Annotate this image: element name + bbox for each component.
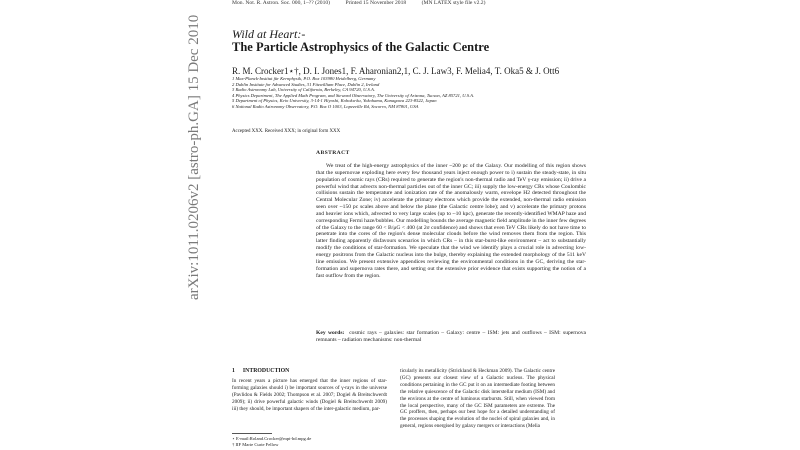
footnote-email: ⋆ E-mail:Roland.Crocker@mpi-hd.mpg.de xyxy=(232,436,312,441)
footnote-fellow: † IIF Marie Curie Fellow xyxy=(232,442,279,447)
footnote-rule xyxy=(232,433,272,434)
section-heading xyxy=(232,368,297,374)
abstract-text: We treat of the high-energy astrophysics of the inner ~200 pc of the Galaxy. Our modelling of this region shows that the supernovae exploding here every few thousand years inject enough power to i) sustain the steady-state, in situ population of cosmic rays (CRs) required to generate the region's non-thermal radio and TeV γ-ray emission; ii) drive a powerful wind that advects non-thermal particles out of the inner GC; iii) supply the low-energy CRs whose Coulombic collisions sustain the temperature and ionization rate of the anomalously warm, envelope H2 detected throughout the Central Molecular Zone; iv) accelerate the primary electrons which provide the extended, non-thermal radio emission seen over ~150 pc scales above and below the plane (the Galactic centre lobe); and v) accelerate the primary protons and heavier ions which, advected to very large scales (up to ~10 kpc), generate the recently-identified WMAP haze and corresponding Fermi haze/bubbles. Our modelling bounds the average magnetic field amplitude in the inner few degrees of the Galaxy to the range 60 < B/μG < 400 (at 2σ confidence) and shows that even TeV CRs likely do not have time to penetrate into the cores of the region's dense molecular clouds before the wind removes them from the region. This latter finding apparently disfavours scenarios in which CRs – in this star-burst-like environment – act to substantially modify the conditions of star-formation. We speculate that the wind we identify plays a crucial role in advecting low-energy positrons from the Galactic nucleus into the bulge, thereby explaining the extended morphology of the 511 keV line emission. We present extensive appendices reviewing the environmental conditions in the GC, deriving the star-formation and supernova rates there, and setting out the extensive prior evidence that exists supporting the notion of a fast outflow from the region. xyxy=(316,163,586,279)
title-line-1: Wild at Heart:- xyxy=(232,27,306,41)
printed-date: Printed 15 November 2018 xyxy=(345,0,407,6)
journal-header xyxy=(232,0,499,6)
keywords xyxy=(316,330,586,344)
style-file: (MN LATEX style file v2.2) xyxy=(421,0,486,6)
affiliations xyxy=(232,76,592,110)
affiliation: 2 Dublin Institute for Advanced Studies, 31 Fitzwilliam Place, Dublin 2, Ireland xyxy=(232,81,380,87)
affiliation: 5 Department of Physics, Keio University, 3-14-1 Hiyoshi, Kohoku-ku, Yokohama, Kanagawa 223-8522, Japan xyxy=(232,98,437,104)
received-line: Accepted XXX. Received XXX; in original form XXX xyxy=(232,129,341,134)
keywords-list: cosmic rays – galaxies: star formation – Galaxy: centre – ISM: jets and outflows – ISM: supernova remnants – radiation mechanisms: non-thermal xyxy=(316,330,587,343)
affiliation: 1 Max-Planck-Institut für Kernphysik, P.O. Box 103980 Heidelberg, Germany xyxy=(232,76,376,81)
abstract-heading: ABSTRACT xyxy=(316,150,350,156)
intro-column-2: ticularly its metallicity (Strickland & Heckman 2009). The Galactic centre (GC) presents our closest view of a Galactic nucleus. The physical conditions pertaining in the GC put it on an intermediate footing between the relative quiescence of the Galactic disk interstellar medium (ISM) and the environs at the centre of luminous starbursts. Still, when viewed from the local perspective, many of the GC ISM parameters are extreme. The GC proffers, then, perhaps our best hope for a detailed understanding of the processes shaping the evolution of the nuclei of spiral galaxies and, in general, regions energised by galaxy mergers or interactions (Melia xyxy=(400,368,555,430)
intro-column-1: In recent years a picture has emerged that the inner regions of star-forming galaxies should i) be important sources of γ-rays in the universe (Pavlidou & Fields 2002; Thompson et al. 2007; Dogiel & Breitschwerdt 2009); ii) drive powerful galactic winds (Dogiel & Breitschwerdt 2009) iii) they should, be important shapers of the inter-galactic medium, par- xyxy=(232,378,387,412)
paper-title: The Particle Astrophysics of the Galactic Centre xyxy=(232,40,490,54)
journal-citation: Mon. Not. R. Astron. Soc. 000, 1–?? (2010) xyxy=(232,0,331,6)
author-list: R. M. Crocker1⋆†, D. I. Jones1, F. Aharonian2,1, C. J. Law3, F. Melia4, T. Oka5 & J. Ott6 xyxy=(232,66,560,76)
affiliation: 3 Radio Astronomy Lab, University of California, Berkeley, CA 94720, U.S.A. xyxy=(232,87,375,93)
section-number: 1 xyxy=(232,368,235,374)
affiliation: 6 National Radio Astronomy Observatory, P.O. Box O 1003, Lopezville Rd, Socorro, NM 87801, USA xyxy=(232,103,419,109)
keywords-label: Key words: xyxy=(316,330,345,336)
section-title: INTRODUCTION xyxy=(242,368,290,374)
arxiv-stamp: arXiv:1011.0206v2 [astro-ph.GA] 15 Dec 2010 xyxy=(186,14,202,300)
affiliation: 4 Physics Department, The Applied Math Program, and Steward Observatory, The University of Arizona, Tucson, AZ 85721, U.S.A. xyxy=(232,92,475,98)
